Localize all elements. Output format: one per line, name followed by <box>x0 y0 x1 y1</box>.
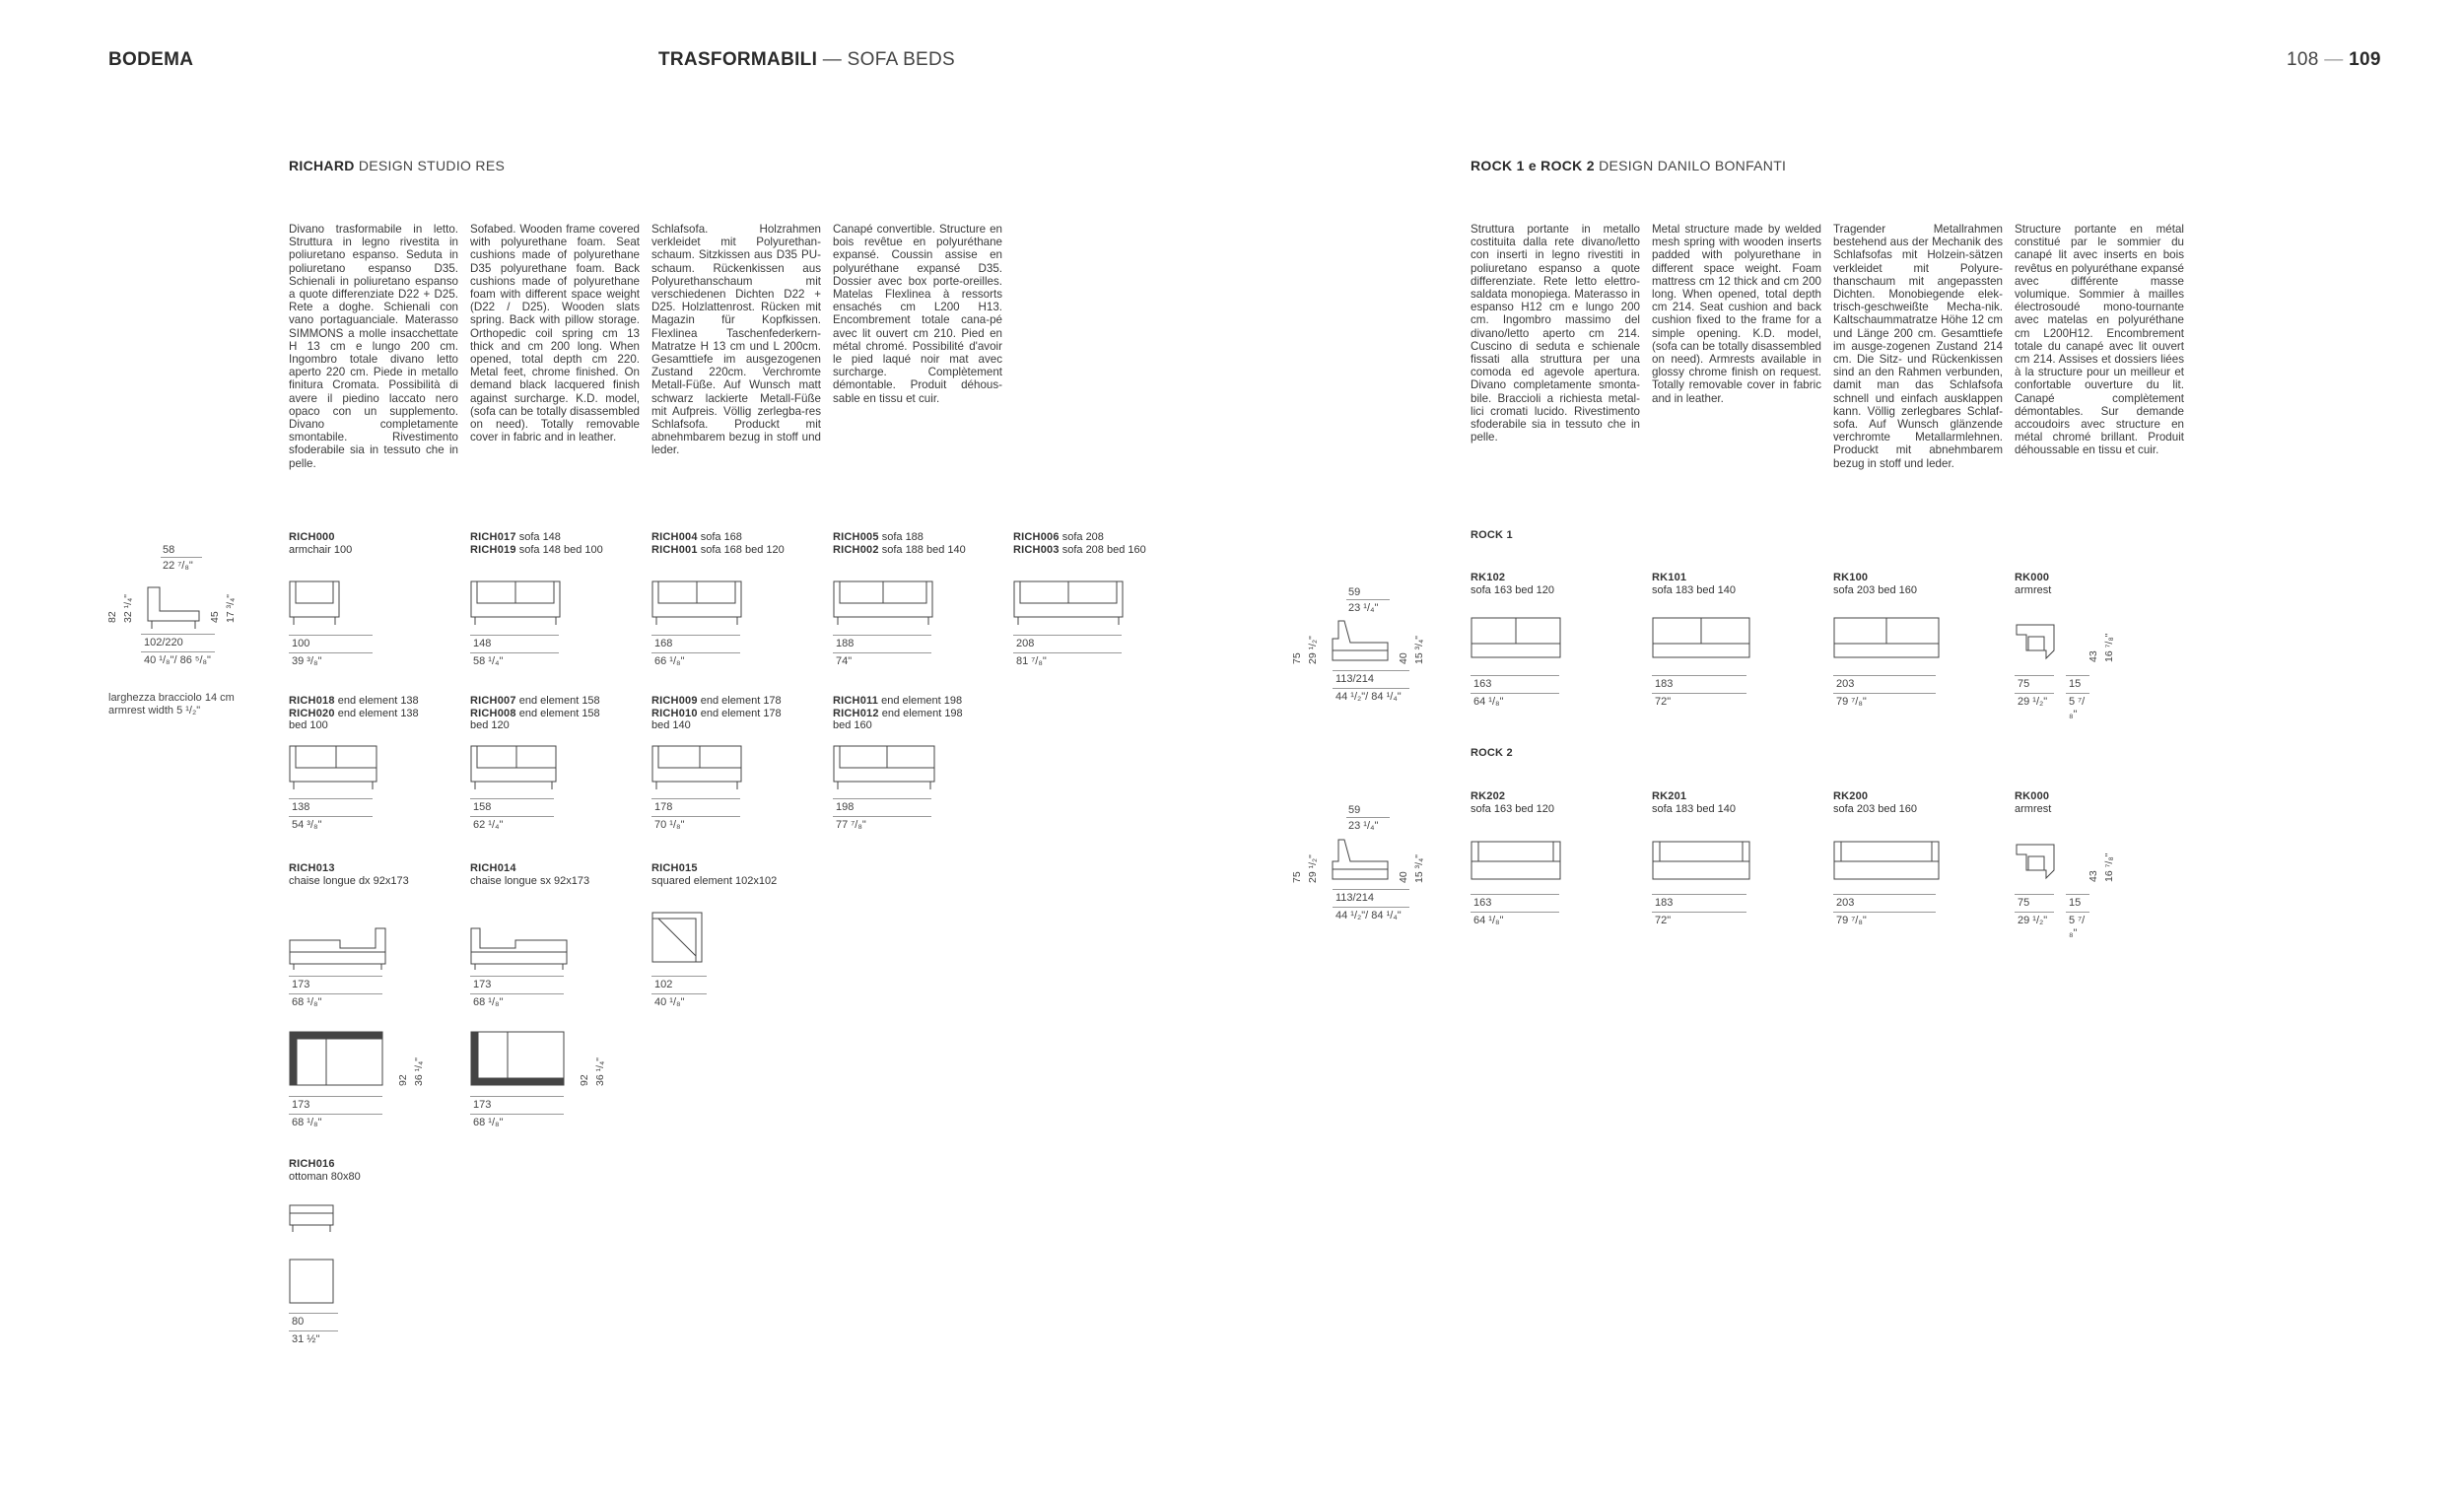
dimension-label: 15 5 ⁷/₈" <box>2066 675 2089 721</box>
rock2-side-width: 113/214 44 ¹/₂"/ 84 ¹/₄" <box>1333 889 1409 922</box>
richard-text-it: Divano trasformabile in letto. Struttura in legno rivestita in poliuretano espanso. Seduta in poliuretano espanso D35. Schienali in poliuretano espanso a quote differenziate D22 + D25. Rete a doghe. Schienali con vano portaguanciale. Materasso SIMMONS a molle insacchettate H 13 cm e lungo 200 cm. Ingombro totale divano letto aperto 220 cm. Piede in metallo finitura Cromata. Possibilità di avere il piedino laccato nero opaco con un supplemento. Divano completamente smontabile. Rivestimento sfoderabile sia in tessuto che in pelle. <box>289 223 458 470</box>
rock-title: ROCK 1 e ROCK 2 DESIGN DANILO BONFANTI <box>1471 158 1787 173</box>
dimension-label: 100 39 ³/₈" <box>289 635 373 668</box>
dimension-label: 158 62 ¹/₄" <box>470 798 554 832</box>
chaise-longue-front-drawing <box>289 926 387 966</box>
richard-text-en: Sofabed. Wooden frame covered with polyurethane foam. Seat cushions made of polyurethane D35 polyurethane foam. Back cushions made of polyurethane foam with different space weight (D22 / D25). Wooden slats spring. Back with pillow storage. Orthopedic coil spring cm 13 thick and cm 200 long. When opened, total depth cm 220. Metal feet, chrome finished. On demand black lacquered finish against surcharge. K.D. model, (sofa can be totally disassembled on need). Totally removable cover in fabric and in leather. <box>470 223 640 444</box>
rock-text-it: Struttura portante in metallo costituita dalla rete divano/letto con inserti in legno rivestiti in poliuretano espanso a quote differenziate. Rete letto elettro-saldata monopiega. Materasso in espanso H12 cm e lungo 200 cm. Ingombro massimo del divano/letto aperto cm 214. Cuscino di seduta e schienale fissati alla struttura per una comoda ed agevole apertura. Divano completamente smonta-bile. Braccioli a richiesta metal-lici cromati lucido. Rivestimento sfoderabile sia in tessuto che in pelle. <box>1471 223 1640 444</box>
plan-depth-in: 36 ¹/₄" <box>413 1057 425 1086</box>
end-element-drawing <box>289 744 377 791</box>
product-code-label: RICH017 sofa 148 RICH019 sofa 148 bed 100 <box>470 531 603 556</box>
plan-depth: 92 <box>397 1074 409 1086</box>
sofa-drawing <box>470 580 561 627</box>
rock1-side-view-drawing <box>1329 619 1392 664</box>
product-code-label: RICH009 end element 178 RICH010 end element 178 bed 140 <box>651 695 782 731</box>
sofa-drawing <box>833 580 933 627</box>
rock2-side-view-drawing <box>1329 838 1392 883</box>
dimension-label: 183 72" <box>1652 675 1746 709</box>
product-code-label: RK100 sofa 203 bed 160 <box>1833 572 1918 596</box>
richard-side-width: 102/220 40 ¹/₈"/ 86 ⁵/₈" <box>141 634 215 667</box>
product-code-label: RICH011 end element 198 RICH012 end element 198 bed 160 <box>833 695 963 731</box>
richard-side-seat-in: 17 ³/₄" <box>225 593 237 623</box>
product-code-label: RK000 armrest <box>2015 572 2052 596</box>
rock-sofa-drawing <box>1471 840 1561 883</box>
rock-sofa-drawing <box>1652 840 1750 883</box>
end-element-drawing <box>470 744 557 791</box>
catalog-section-title: TRASFORMABILI — SOFA BEDS <box>658 49 956 70</box>
product-code-label: RK201 sofa 183 bed 140 <box>1652 790 1737 815</box>
rock1-side-height-in: 29 ¹/₂" <box>1307 636 1319 664</box>
product-code-label: RK000 armrest <box>2015 790 2052 815</box>
rock-sofa-drawing <box>1833 616 1940 663</box>
product-code-label: RK101 sofa 183 bed 140 <box>1652 572 1737 596</box>
dimension-label: 183 72" <box>1652 894 1746 927</box>
dimension-label: 75 29 ¹/₂" <box>2015 894 2054 927</box>
rock1-side-seat: 40 <box>1398 652 1409 664</box>
rock1-title: ROCK 1 <box>1471 529 1513 541</box>
dimension-label: 208 81 ⁷/₈" <box>1013 635 1122 668</box>
richard-side-height: 82 <box>106 611 118 623</box>
rock1-side-depth: 59 23 ¹/₄" <box>1346 586 1390 615</box>
armrest-height-in: 16 ⁷/₈" <box>2103 633 2115 662</box>
richard-side-view-drawing <box>138 581 207 631</box>
product-code-label: RICH013 chaise longue dx 92x173 <box>289 862 409 887</box>
dimension-label: 163 64 ¹/₈" <box>1471 894 1559 927</box>
richard-text-de: Schlafsofa. Holzrahmen verkleidet mit Polyurethan-schaum. Sitzkissen aus D35 PU-schaum. Rückenkissen aus Polyurethanschaum mit verschiedenen Dichten D22 + D25. Holzlattenrost. Rücken mit Magazin für Kopfkissen. Flexlinea Taschenfederkern-Matratze H 13 cm und L 200cm. Gesamttiefe im ausgezogenen Zustand 220cm. Verchromte Metall-Füße. Auf Wunsch matt schwarz lackierte Metall-Füße mit Aufpreis. Völlig zerlegba-res Schlafsofa. Produckt mit abnehmbarem bezug in stoff und leder. <box>651 223 821 457</box>
armrest-height: 43 <box>2088 650 2099 662</box>
rock-text-fr: Structure portante en métal constitué par le sommier du canapé lit avec inserts en bois revêtus en polyuréthane expansé avec différente masse volumique. Sommier à mailles électrosoudé mono-tournante avec matelas en polyuréthane cm L200H12. Encombrement totale du canapé avec lit ouvert cm 214. Assises et dossiers liées à la structure pour un meilleur et confortable ouverture du lit. Canapé complètement démontables. Sur demande accoudoirs avec structure en métal chromé brillant. Produit déhoussable en tissu et cuir. <box>2015 223 2184 457</box>
rock-text-en: Metal structure made by welded mesh spring with wooden inserts padded with polyurethane in different space weight. Foam mattress cm 12 thick and cm 200 long. When opened, total depth cm 214. Seat cushion and back cushion fixed to the frame for a simple opening. K.D. model, (sofa can be totally disassembled on need). Armrests available in glossy chrome finish on request. Totally removable cover in fabric and in leather. <box>1652 223 1821 405</box>
dimension-label: 203 79 ⁷/₈" <box>1833 675 1936 709</box>
dimension-label: 163 64 ¹/₈" <box>1471 675 1559 709</box>
ottoman-plan-drawing <box>289 1259 334 1304</box>
dimension-label: 198 77 ⁷/₈" <box>833 798 931 832</box>
chaise-longue-plan-drawing <box>289 1031 383 1086</box>
rock-text-de: Tragender Metallrahmen bestehend aus der Mechanik des Schlafsofas mit Holzein-sätzen verkleidet mit Polyure-thanschaum mit angepassten Dichten. Monobiegende elek-trisch-geschweißte Mecha-nik. Kaltschaummatratze Höhe 12 cm und Länge 200 cm. Gesamttiefe im ausge-zogenen Zustand 214 cm. Die Sitz- und Rückenkissen sind an den Rahmen verbunden, damit man das Schlafsofa schnell und einfach ausklappen kann. Völlig zerlegbares Schlaf-sofa. Auf Wunsch glänzende verchromte Metallarmlehnen. Produckt mit abnehmbarem bezug in stoff und leder. <box>1833 223 2003 470</box>
subtitle: SOFA BEDS <box>847 49 956 70</box>
richard-side-seat: 45 <box>209 611 221 623</box>
dimension-label: 173 68 ¹/₈" <box>289 976 382 1009</box>
dimension-label: 173 68 ¹/₈" <box>289 1096 382 1129</box>
rock2-side-seat-in: 15 ³/₄" <box>1413 853 1425 883</box>
rock-sofa-drawing <box>1833 840 1940 883</box>
brand: BODEMA <box>108 49 194 70</box>
armrest-note: larghezza bracciolo 14 cm armrest width 5 ¹/₂" <box>108 692 235 716</box>
richard-side-depth: 58 22 ⁷/₈" <box>161 544 202 573</box>
product-code-label: RICH006 sofa 208 RICH003 sofa 208 bed 160 <box>1013 531 1146 556</box>
product-code-label: RICH016 ottoman 80x80 <box>289 1158 361 1183</box>
dimension-label: 178 70 ¹/₈" <box>651 798 740 832</box>
end-element-drawing <box>651 744 742 791</box>
plan-depth: 92 <box>579 1074 590 1086</box>
armchair-drawing <box>289 580 340 627</box>
product-code-label: RICH005 sofa 188 RICH002 sofa 188 bed 140 <box>833 531 966 556</box>
squared-element-drawing <box>651 912 703 963</box>
sofa-drawing <box>651 580 742 627</box>
dimension-label: 168 66 ¹/₈" <box>651 635 740 668</box>
rock1-side-height: 75 <box>1291 652 1303 664</box>
product-code-label: RK200 sofa 203 bed 160 <box>1833 790 1918 815</box>
dimension-label: 15 5 ⁷/₈" <box>2066 894 2089 940</box>
armrest-drawing <box>2015 843 2056 882</box>
rock2-side-seat: 40 <box>1398 871 1409 883</box>
richard-text-fr: Canapé convertible. Structure en bois revêtue en polyuréthane expansé. Coussin assise en polyuréthane expansé D35. Dossier avec box porte-oreilles. Matelas Flexlinea à ressorts ensachés cm L200 H13. Encombrement totale cana-pé avec lit ouvert cm 210. Pied en métal chromé. Possibilité d'avoir le pied laqué noir mat avec surcharge. Complètement démontable. Produit déhous-sable en tissu et cuir. <box>833 223 1002 405</box>
chaise-longue-plan-drawing <box>470 1031 565 1086</box>
ottoman-front-drawing <box>289 1204 334 1234</box>
armrest-height-in: 16 ⁷/₈" <box>2103 852 2115 882</box>
product-code-label: RK202 sofa 163 bed 120 <box>1471 790 1555 815</box>
dimension-label: 173 68 ¹/₈" <box>470 976 564 1009</box>
rock2-side-height-in: 29 ¹/₂" <box>1307 854 1319 883</box>
rock1-side-width: 113/214 44 ¹/₂"/ 84 ¹/₄" <box>1333 670 1409 704</box>
dimension-label: 138 54 ³/₈" <box>289 798 373 832</box>
dimension-label: 148 58 ¹/₄" <box>470 635 559 668</box>
rock2-title: ROCK 2 <box>1471 747 1513 759</box>
dimension-label: 80 31 ½" <box>289 1313 338 1346</box>
dimension-label: 102 40 ¹/₈" <box>651 976 707 1009</box>
dimension-label: 75 29 ¹/₂" <box>2015 675 2054 709</box>
product-code-label: RICH015 squared element 102x102 <box>651 862 778 887</box>
rock-sofa-drawing <box>1471 616 1561 663</box>
end-element-drawing <box>833 744 935 791</box>
chaise-longue-front-drawing <box>470 926 569 966</box>
rock1-side-seat-in: 15 ³/₄" <box>1413 635 1425 664</box>
plan-depth-in: 36 ¹/₄" <box>594 1057 606 1086</box>
rock-sofa-drawing <box>1652 616 1750 663</box>
product-code-label: RICH007 end element 158 RICH008 end element 158 bed 120 <box>470 695 600 731</box>
product-code-label: RICH014 chaise longue sx 92x173 <box>470 862 590 887</box>
armrest-drawing <box>2015 623 2056 662</box>
product-code-label: RK102 sofa 163 bed 120 <box>1471 572 1555 596</box>
dimension-label: 173 68 ¹/₈" <box>470 1096 564 1129</box>
page-numbers: 108 — 109 <box>2287 49 2381 70</box>
armrest-height: 43 <box>2088 870 2099 882</box>
product-code-label: RICH000 armchair 100 <box>289 531 353 556</box>
category: TRASFORMABILI <box>658 49 818 70</box>
dimension-label: 188 74" <box>833 635 931 668</box>
sofa-drawing <box>1013 580 1124 627</box>
richard-side-height-in: 32 ¹/₄" <box>122 593 134 623</box>
product-code-label: RICH004 sofa 168 RICH001 sofa 168 bed 120 <box>651 531 785 556</box>
dimension-label: 203 79 ⁷/₈" <box>1833 894 1936 927</box>
rock2-side-height: 75 <box>1291 871 1303 883</box>
richard-title: RICHARD DESIGN STUDIO RES <box>289 158 506 173</box>
product-code-label: RICH018 end element 138 RICH020 end element 138 bed 100 <box>289 695 419 731</box>
rock2-side-depth: 59 23 ¹/₄" <box>1346 804 1390 833</box>
